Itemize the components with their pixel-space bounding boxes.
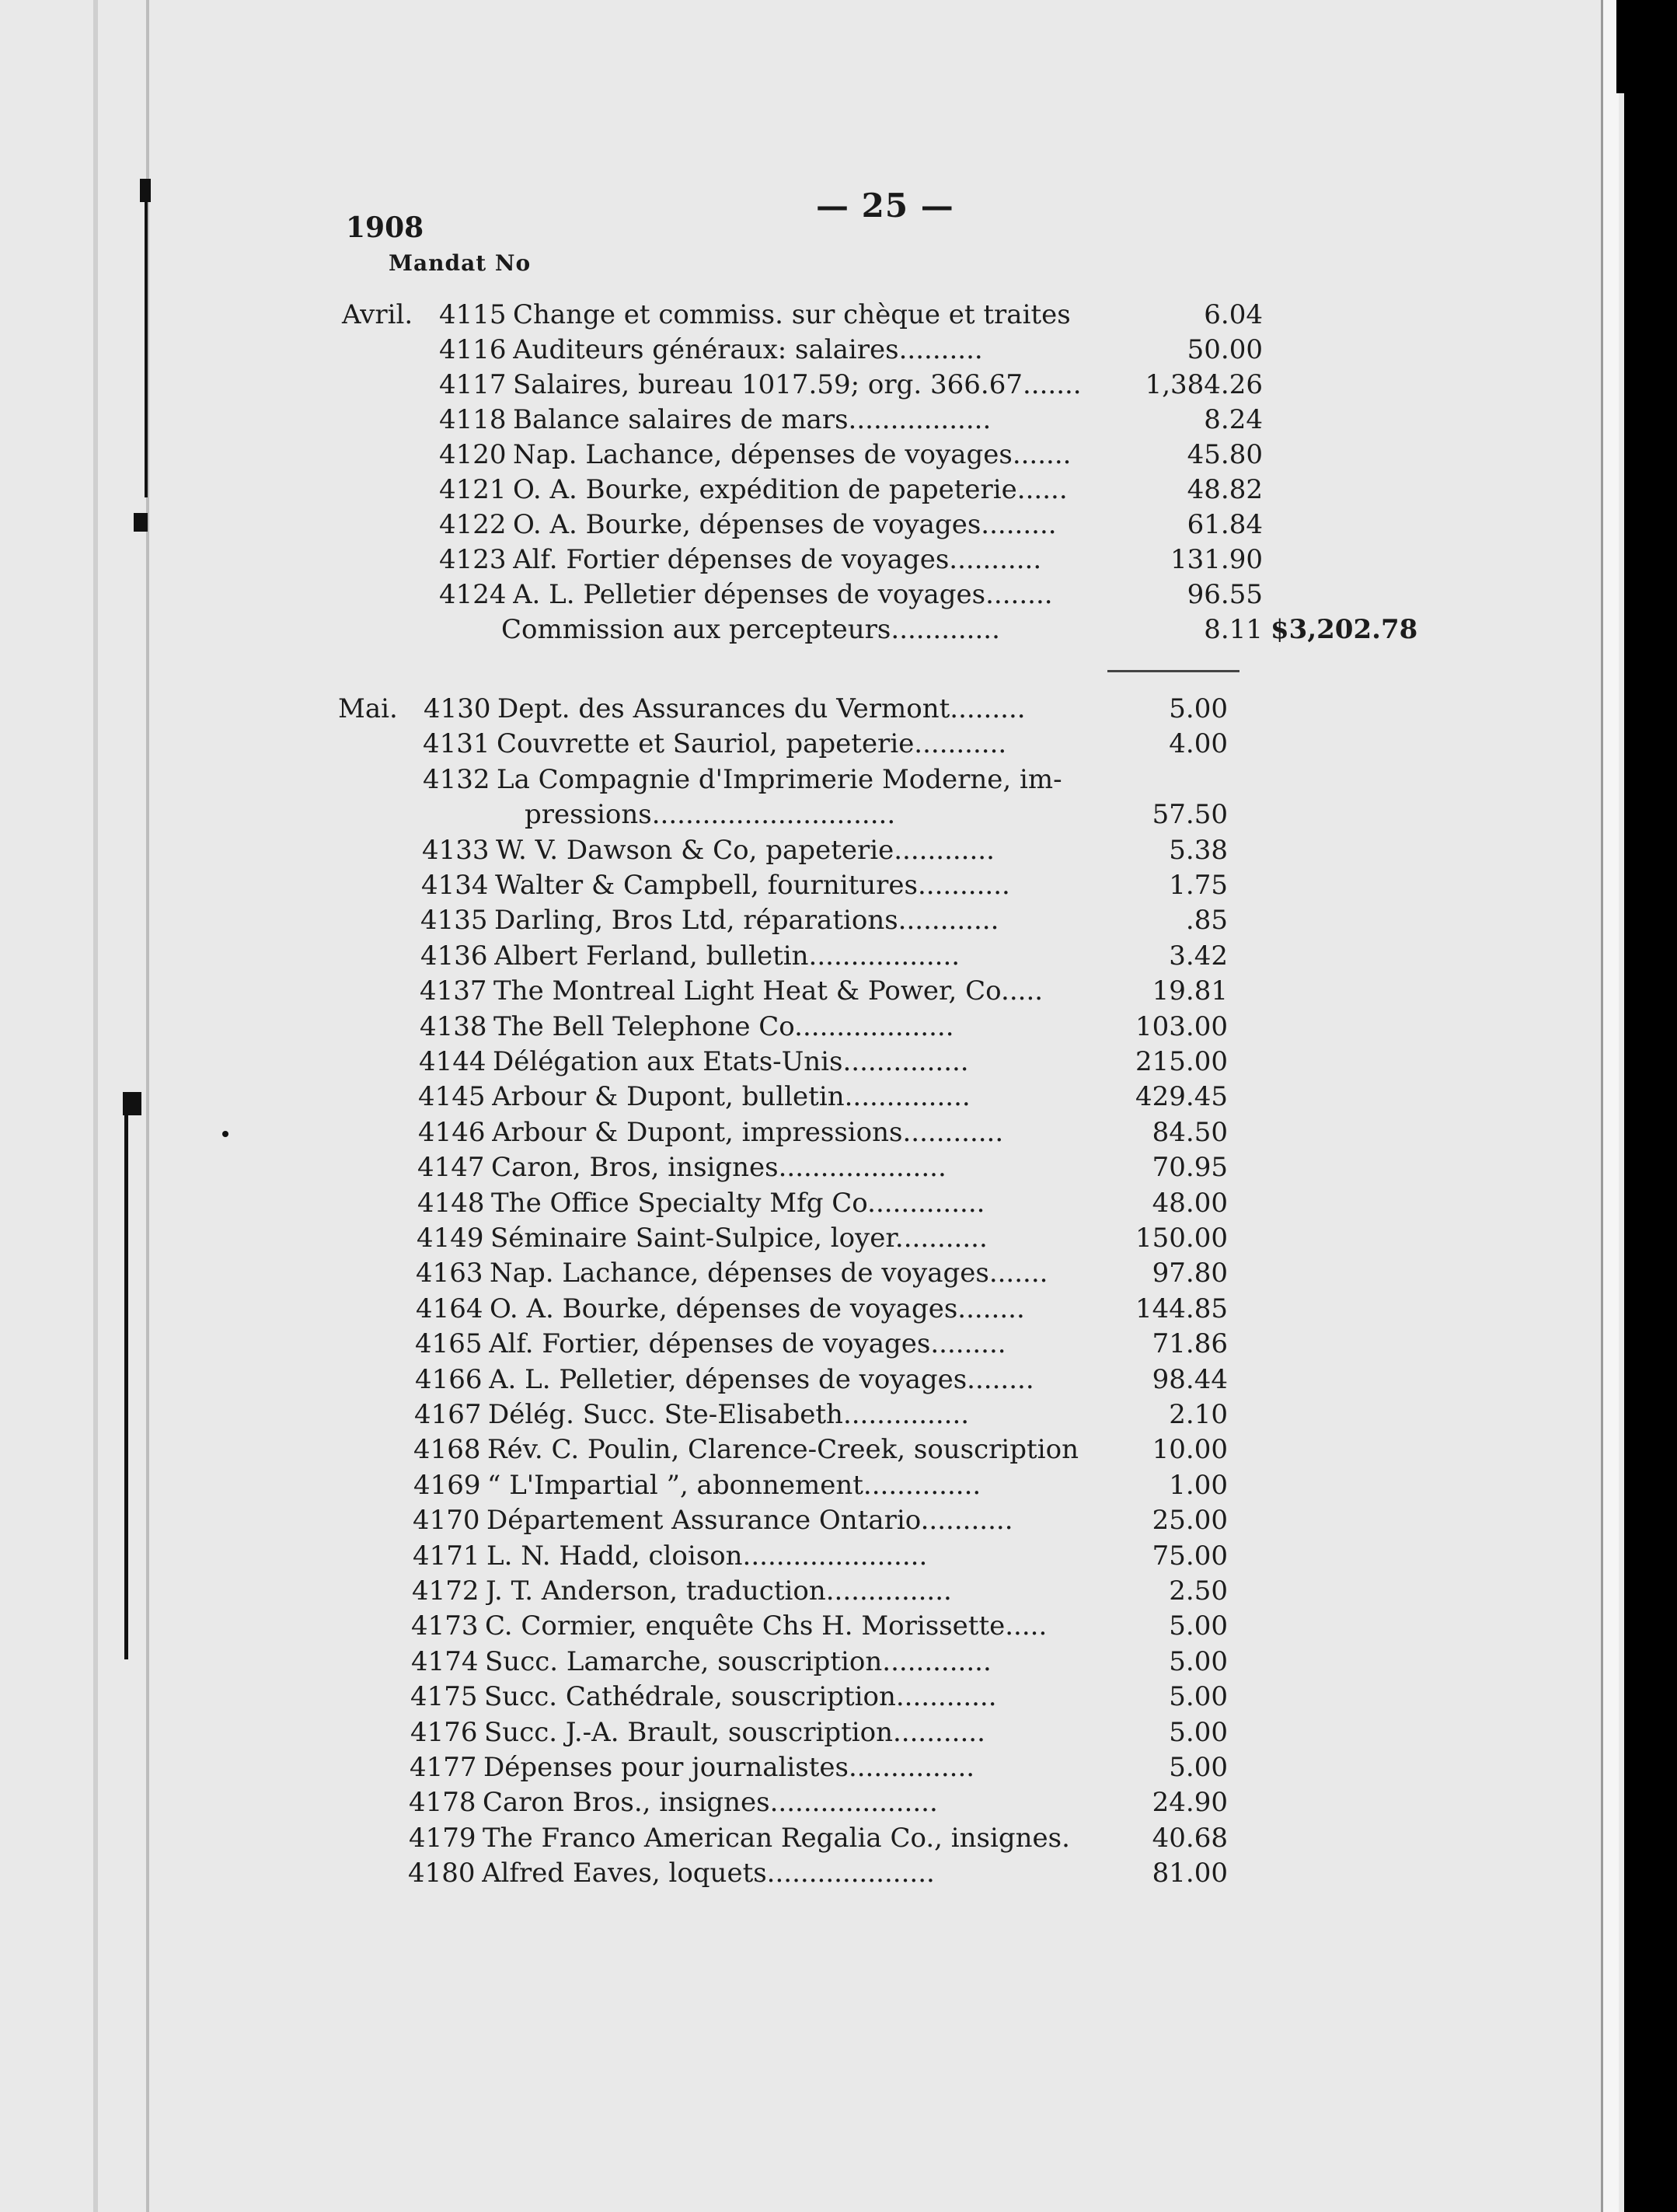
scan-border — [1616, 0, 1677, 93]
entry-description: A. L. Pelletier dépenses de voyages........ — [513, 579, 1053, 610]
entry-amount: 2.50 — [1169, 1575, 1228, 1607]
month-label: Avril. — [342, 299, 413, 330]
entry-amount: 5.00 — [1169, 1752, 1228, 1783]
ledger-row — [0, 728, 1624, 762]
mandat-number: 4117 — [439, 369, 507, 400]
entry-amount: 84.50 — [1152, 1117, 1228, 1148]
entry-description: Succ. Lamarche, souscription............. — [485, 1646, 992, 1677]
monthly-total: $3,202.78 — [1271, 614, 1418, 645]
entry-amount: 1.75 — [1169, 870, 1228, 901]
ledger-row — [0, 1505, 1624, 1539]
entry-description: The Franco American Regalia Co., insignes. — [483, 1823, 1070, 1854]
ledger-row — [0, 334, 1624, 368]
entry-amount: 5.00 — [1169, 1717, 1228, 1748]
entry-description: Dépenses pour journalistes............... — [483, 1752, 975, 1783]
entry-description: O. A. Bourke, expédition de papeterie...... — [513, 474, 1068, 505]
ledger-row — [0, 1646, 1624, 1680]
entry-description: Département Assurance Ontario........... — [486, 1505, 1013, 1536]
entry-description: Succ. Cathédrale, souscription............ — [484, 1681, 997, 1712]
entry-amount: 97.80 — [1152, 1258, 1228, 1289]
entry-amount: 150.00 — [1135, 1223, 1228, 1254]
mandat-number: 4122 — [439, 509, 507, 540]
entry-amount: 2.10 — [1169, 1399, 1228, 1430]
ledger-row — [0, 1575, 1624, 1610]
ledger-row — [0, 1399, 1624, 1433]
entry-description: O. A. Bourke, dépenses de voyages......... — [513, 509, 1057, 540]
entry-amount: .85 — [1185, 905, 1228, 936]
mandat-number: 4120 — [439, 439, 507, 470]
mandat-number: 4167 — [414, 1399, 482, 1430]
entry-description: A. L. Pelletier, dépenses de voyages........ — [489, 1364, 1034, 1395]
ledger-row — [0, 1470, 1624, 1504]
mandat-number: 4172 — [412, 1575, 479, 1607]
ledger-row — [0, 404, 1624, 438]
mandat-number: 4147 — [417, 1152, 485, 1183]
ledger-row — [0, 579, 1624, 613]
entry-amount: 19.81 — [1152, 975, 1228, 1007]
ledger-row — [0, 1752, 1624, 1786]
entry-description: The Bell Telephone Co................... — [493, 1011, 954, 1042]
mandat-number: 4121 — [439, 474, 507, 505]
ledger-row — [0, 905, 1624, 939]
entry-amount: 81.00 — [1152, 1858, 1228, 1889]
entry-description: Séminaire Saint-Sulpice, loyer........... — [490, 1223, 988, 1254]
entry-description: Alf. Fortier dépenses de voyages........... — [513, 544, 1042, 575]
ledger-row — [0, 1328, 1624, 1362]
entry-amount: 61.84 — [1187, 509, 1263, 540]
entry-description: Darling, Bros Ltd, réparations............ — [494, 905, 999, 936]
entry-amount: 25.00 — [1152, 1505, 1228, 1536]
ledger-row — [0, 439, 1624, 473]
ledger-row — [0, 544, 1624, 578]
mandat-number: 4180 — [408, 1858, 476, 1889]
entry-description: The Montreal Light Heat & Power, Co..... — [493, 975, 1044, 1007]
entry-amount: 5.00 — [1169, 693, 1228, 724]
mandat-number: 4176 — [410, 1717, 478, 1748]
mandat-number: 4179 — [409, 1823, 476, 1854]
entry-description: Walter & Campbell, fournitures........... — [495, 870, 1010, 901]
entry-description: Commission aux percepteurs............. — [501, 614, 1000, 645]
entry-description: C. Cormier, enquête Chs H. Morissette..... — [485, 1610, 1048, 1642]
entry-amount: 40.68 — [1152, 1823, 1228, 1854]
entry-description: Dept. des Assurances du Vermont......... — [497, 693, 1026, 724]
mandat-number: 4164 — [416, 1293, 483, 1324]
mandat-number: 4170 — [413, 1505, 480, 1536]
subtotal-rule — [1107, 670, 1239, 672]
entry-amount: 1,384.26 — [1145, 369, 1263, 400]
entry-description: Rév. C. Poulin, Clarence-Creek, souscription — [487, 1434, 1079, 1465]
entry-amount: 8.11 — [1204, 614, 1263, 645]
entry-amount: 5.00 — [1169, 1610, 1228, 1642]
entry-description: Arbour & Dupont, bulletin............... — [492, 1081, 971, 1112]
entry-description: Arbour & Dupont, impressions............ — [492, 1117, 1004, 1148]
entry-amount: 5.38 — [1169, 835, 1228, 866]
mandat-number: 4124 — [439, 579, 507, 610]
ledger-row — [0, 1293, 1624, 1328]
entry-description: The Office Specialty Mfg Co.............. — [491, 1188, 985, 1219]
entry-description: Change et commiss. sur chèque et traites — [513, 299, 1071, 330]
entry-description: “ L'Impartial ”, abonnement.............. — [487, 1470, 981, 1501]
mandat-number: 4146 — [418, 1117, 486, 1148]
mandat-number: 4169 — [413, 1470, 481, 1501]
mandat-number: 4174 — [411, 1646, 479, 1677]
entry-amount: 70.95 — [1152, 1152, 1228, 1183]
mandat-number: 4173 — [411, 1610, 479, 1642]
entry-amount: 4.00 — [1169, 728, 1228, 759]
entry-amount: 48.00 — [1152, 1188, 1228, 1219]
mandat-number: 4144 — [419, 1046, 486, 1077]
entry-description: Caron Bros., insignes.................... — [483, 1787, 938, 1818]
mandat-number: 4171 — [413, 1540, 480, 1572]
entry-amount: 24.90 — [1152, 1787, 1228, 1818]
entry-description: Auditeurs généraux: salaires.......... — [513, 334, 983, 365]
ledger-row — [0, 614, 1624, 648]
mandat-number: 4131 — [423, 728, 490, 759]
mandat-number: 4166 — [415, 1364, 483, 1395]
mandat-number: 4123 — [439, 544, 507, 575]
ledger-row — [0, 509, 1624, 543]
mandat-column-label: Mandat No — [389, 250, 532, 276]
ledger-row — [0, 764, 1624, 798]
ledger-row — [0, 1011, 1624, 1045]
entry-amount: 71.86 — [1152, 1328, 1228, 1359]
mandat-number: 4134 — [421, 870, 489, 901]
ledger-row — [0, 835, 1624, 869]
ledger-row — [0, 1434, 1624, 1468]
mandat-number: 4118 — [439, 404, 507, 435]
mandat-number: 4130 — [424, 693, 491, 724]
entry-amount: 8.24 — [1204, 404, 1263, 435]
entry-description: Salaires, bureau 1017.59; org. 366.67....... — [513, 369, 1082, 400]
entry-amount: 103.00 — [1135, 1011, 1228, 1042]
ledger-row — [0, 975, 1624, 1010]
ledger-row — [0, 799, 1624, 833]
ledger-row — [0, 1858, 1624, 1892]
entry-description: Délégation aux Etats-Unis............... — [493, 1046, 969, 1077]
year-heading: 1908 — [346, 211, 424, 244]
mandat-number: 4177 — [410, 1752, 477, 1783]
entry-description: Alf. Fortier, dépenses de voyages......... — [489, 1328, 1006, 1359]
mandat-number: 4133 — [422, 835, 490, 866]
mandat-number: 4149 — [417, 1223, 484, 1254]
ledger-row — [0, 1152, 1624, 1186]
entry-amount: 75.00 — [1152, 1540, 1228, 1572]
ledger-row — [0, 1681, 1624, 1715]
entry-description: Succ. J.-A. Brault, souscription........... — [484, 1717, 985, 1748]
ledger-row — [0, 299, 1624, 333]
entry-description: Caron, Bros, insignes.................... — [491, 1152, 947, 1183]
entry-amount: 429.45 — [1135, 1081, 1228, 1112]
entry-amount: 3.42 — [1169, 940, 1228, 972]
mandat-number: 4145 — [418, 1081, 486, 1112]
entry-amount: 57.50 — [1152, 799, 1228, 830]
entry-description: Nap. Lachance, dépenses de voyages....... — [490, 1258, 1048, 1289]
entry-amount: 5.00 — [1169, 1681, 1228, 1712]
mandat-number: 4137 — [420, 975, 487, 1007]
entry-description: O. A. Bourke, dépenses de voyages........ — [490, 1293, 1025, 1324]
ledger-row — [0, 870, 1624, 904]
ledger-row — [0, 474, 1624, 508]
entry-amount: 131.90 — [1170, 544, 1263, 575]
ledger-row — [0, 1258, 1624, 1292]
mandat-number: 4115 — [439, 299, 507, 330]
entry-amount: 5.00 — [1169, 1646, 1228, 1677]
ledger-row — [0, 369, 1624, 403]
mandat-number: 4136 — [420, 940, 488, 972]
ledger-row — [0, 1188, 1624, 1222]
entry-amount: 1.00 — [1169, 1470, 1228, 1501]
ledger-row — [0, 1223, 1624, 1257]
entry-amount: 6.04 — [1204, 299, 1263, 330]
ledger-row — [0, 1364, 1624, 1398]
mandat-number: 4163 — [416, 1258, 483, 1289]
ledger-row — [0, 1610, 1624, 1645]
ledger-row — [0, 1046, 1624, 1080]
ledger-row — [0, 1787, 1624, 1821]
entry-description: Balance salaires de mars................. — [513, 404, 992, 435]
entry-description: Nap. Lachance, dépenses de voyages....... — [513, 439, 1072, 470]
ledger-row — [0, 1117, 1624, 1151]
entry-description: pressions............................. — [525, 799, 896, 830]
entry-amount: 98.44 — [1152, 1364, 1228, 1395]
ledger-row — [0, 1081, 1624, 1115]
page-number: — 25 — — [816, 187, 954, 225]
mandat-number: 4116 — [439, 334, 507, 365]
entry-description: L. N. Hadd, cloison...................... — [486, 1540, 928, 1572]
entry-amount: 10.00 — [1152, 1434, 1228, 1465]
ledger-row — [0, 1717, 1624, 1751]
entry-description: Couvrette et Sauriol, papeterie........... — [497, 728, 1007, 759]
entry-amount: 96.55 — [1187, 579, 1263, 610]
entry-description: Délég. Succ. Ste-Elisabeth............... — [488, 1399, 970, 1430]
ledger-row — [0, 940, 1624, 975]
entry-description: J. T. Anderson, traduction............... — [486, 1575, 952, 1607]
entry-amount: 48.82 — [1187, 474, 1263, 505]
mandat-number: 4148 — [417, 1188, 485, 1219]
mandat-number: 4175 — [410, 1681, 478, 1712]
entry-amount: 45.80 — [1187, 439, 1263, 470]
mandat-number: 4132 — [423, 764, 490, 795]
entry-description: Albert Ferland, bulletin.................. — [494, 940, 961, 972]
ledger-row — [0, 1540, 1624, 1575]
entry-amount: 50.00 — [1187, 334, 1263, 365]
entry-amount: 215.00 — [1135, 1046, 1228, 1077]
entry-description: W. V. Dawson & Co, papeterie............ — [496, 835, 995, 866]
mandat-number: 4178 — [409, 1787, 476, 1818]
mandat-number: 4168 — [413, 1434, 481, 1465]
entry-description: Alfred Eaves, loquets.................... — [482, 1858, 935, 1889]
entry-amount: 144.85 — [1135, 1293, 1228, 1324]
entry-description: La Compagnie d'Imprimerie Moderne, im- — [497, 764, 1062, 795]
ledger-row — [0, 1823, 1624, 1857]
ledger-row — [0, 693, 1624, 727]
mandat-number: 4165 — [415, 1328, 483, 1359]
mandat-number: 4138 — [420, 1011, 487, 1042]
month-label: Mai. — [338, 693, 398, 724]
mandat-number: 4135 — [420, 905, 488, 936]
